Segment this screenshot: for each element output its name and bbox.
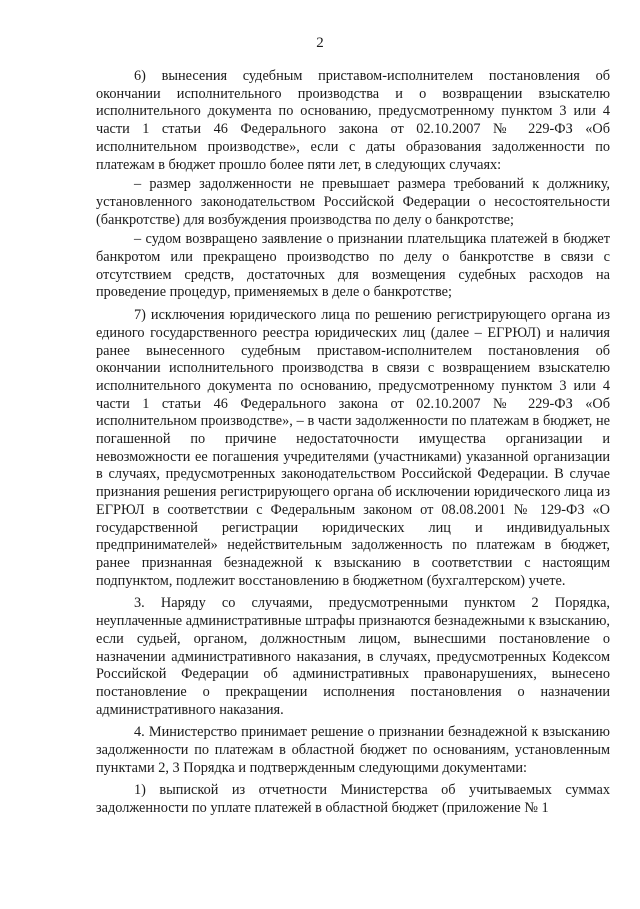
document-body	[96, 68, 610, 823]
paragraph-subitem-1: 1) выпиской из отчетности Министерства об учитываемых суммах задолженности по уплате платежей в областной бюджет (приложение № 1	[96, 782, 610, 817]
paragraph-item-6: 6) вынесения судебным приставом-исполнителем постановления об окончании исполнительного производства и о возвращении взыскателю исполнительного документа по основанию, предусмотренному пунктом 3 или 4 части 1 статьи 46 Федерального закона от 02.10.2007 № 229-ФЗ «Об исполнительном производстве», если с даты образования задолженности по платежам в бюджет прошло более пяти лет, в следующих случаях:	[96, 68, 610, 173]
page-number: 2	[316, 35, 324, 51]
paragraph-item-7: 7) исключения юридического лица по решению регистрирующего органа из единого государственного реестра юридических лиц (далее – ЕГРЮЛ) и наличия ранее вынесенного судебным приставом-исполнителем постановления об окончании исполнительного производства в связи с возвращением взыскателю исполнительного документа по основанию, предусмотренному пунктом 3 или 4 части 1 статьи 46 Федерального закона от 02.10.2007 № 229-ФЗ «Об исполнительном производстве», – в части задолженности по платежам в бюджет, не погашенной по причине недостаточности имущества организации и невозможности ее погашения учредителями (участниками) указанной организации в случаях, предусмотренных законодательством Российской Федерации. В случае признания решения регистрирующего органа об исключении юридического лица из ЕГРЮЛ в соответствии с Федеральным законом от 08.08.2001 № 129-ФЗ «О государственной регистрации юридических лиц и индивидуальных предпринимателей» недействительным задолженность по платежам в бюджет, ранее признанная безнадежной к взысканию в соответствии с настоящим подпунктом, подлежит восстановлению в бюджетном (бухгалтерском) учете.	[96, 307, 610, 589]
paragraph-section-4: 4. Министерство принимает решение о признании безнадежной к взысканию задолженности по платежам в областной бюджет по основаниям, установленным пунктами 2, 3 Порядка и подтвержденным следующими документами:	[96, 724, 610, 776]
paragraph-section-3: 3. Наряду со случаями, предусмотренными пунктом 2 Порядка, неуплаченные административные штрафы признаются безнадежными к взысканию, если судьей, органом, должностным лицом, вынесшими постановление о назначении административного наказания, в случаях, предусмотренных Кодексом Российской Федерации об административных правонарушениях, вынесено постановление о прекращении исполнения постановления о назначении административного наказания.	[96, 595, 610, 718]
paragraph-debt-threshold: – размер задолженности не превышает размера требований к должнику, установленного законодательством Российской Федерации о несостоятельности (банкротстве) для возбуждения производства по делу о банкротстве;	[96, 176, 610, 228]
paragraph-bankruptcy-returned: – судом возвращено заявление о признании плательщика платежей в бюджет банкротом или прекращено производство по делу о банкротстве в связи с отсутствием средств, достаточных для возмещения судебных расходов на проведение процедур, применяемых в деле о банкротстве;	[96, 231, 610, 301]
